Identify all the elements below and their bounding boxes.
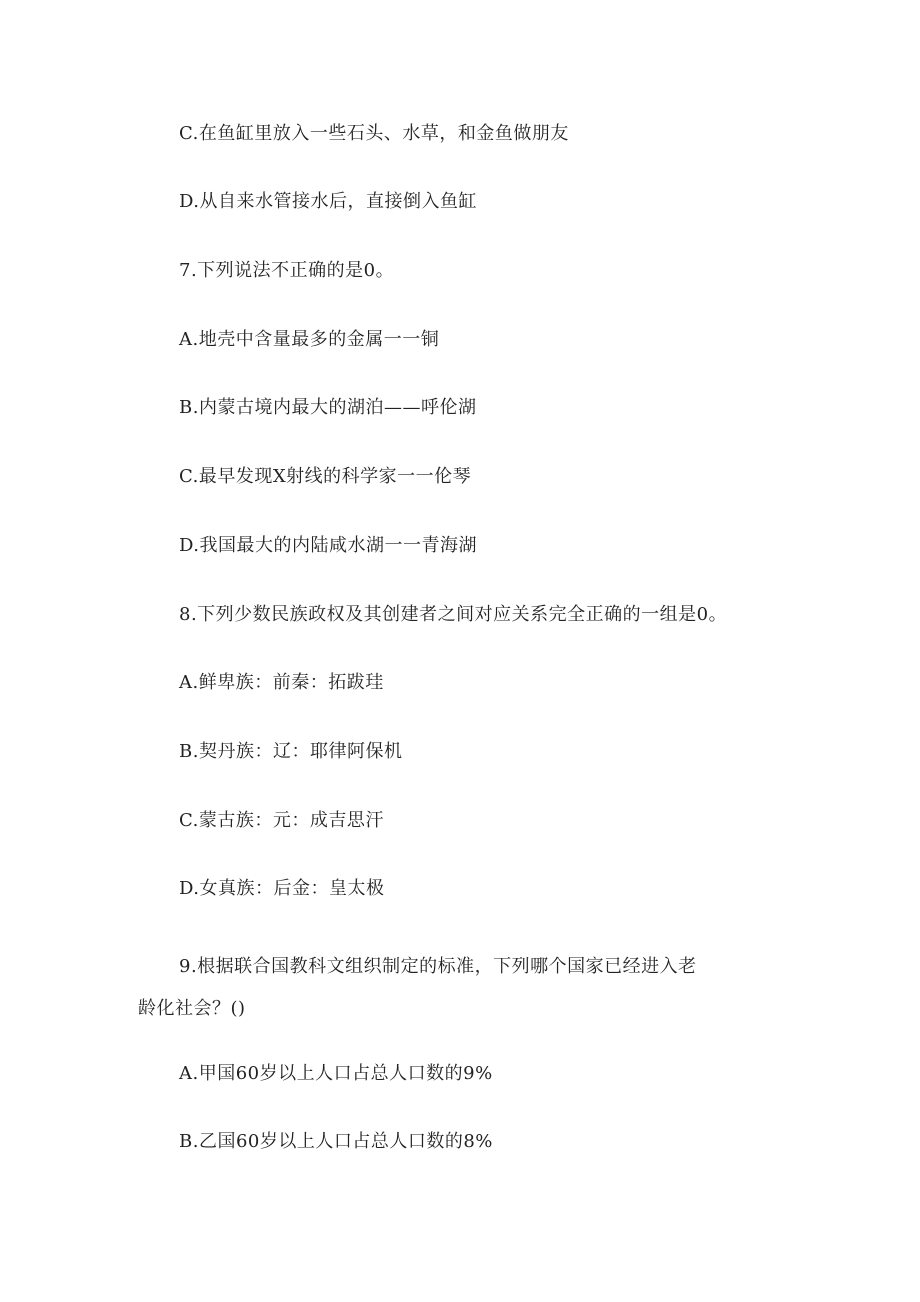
q9-option-a: A.甲国60岁以上人口占总人口数的9% bbox=[179, 1063, 493, 1084]
q9-question-continued: 龄化社会？() bbox=[138, 998, 246, 1019]
q6-option-c: C.在鱼缸里放入一些石头、水草，和金鱼做朋友 bbox=[179, 123, 569, 144]
q7-option-c: C.最早发现X射线的科学家一一伦琴 bbox=[179, 466, 472, 487]
q9-question: 9.根据联合国教科文组织制定的标准，下列哪个国家已经进入老 bbox=[179, 956, 697, 977]
q7-option-b: B.内蒙古境内最大的湖泊——呼伦湖 bbox=[179, 397, 477, 418]
q7-question: 7.下列说法不正确的是0。 bbox=[179, 260, 395, 281]
q7-option-a: A.地壳中含量最多的金属一一铜 bbox=[179, 329, 440, 350]
q9-option-b: B.乙国60岁以上人口占总人口数的8% bbox=[179, 1131, 493, 1152]
q8-option-b: B.契丹族：辽：耶律阿保机 bbox=[179, 741, 403, 762]
q8-option-c: C.蒙古族：元：成吉思汗 bbox=[179, 810, 384, 831]
q7-option-d: D.我国最大的内陆咸水湖一一青海湖 bbox=[179, 535, 478, 556]
q8-option-d: D.女真族：后金：皇太极 bbox=[179, 878, 385, 899]
q6-option-d: D.从自来水管接水后，直接倒入鱼缸 bbox=[179, 191, 478, 212]
q8-question: 8.下列少数民族政权及其创建者之间对应关系完全正确的一组是0。 bbox=[179, 604, 728, 625]
q8-option-a: A.鲜卑族：前秦：拓跋珪 bbox=[179, 672, 384, 693]
